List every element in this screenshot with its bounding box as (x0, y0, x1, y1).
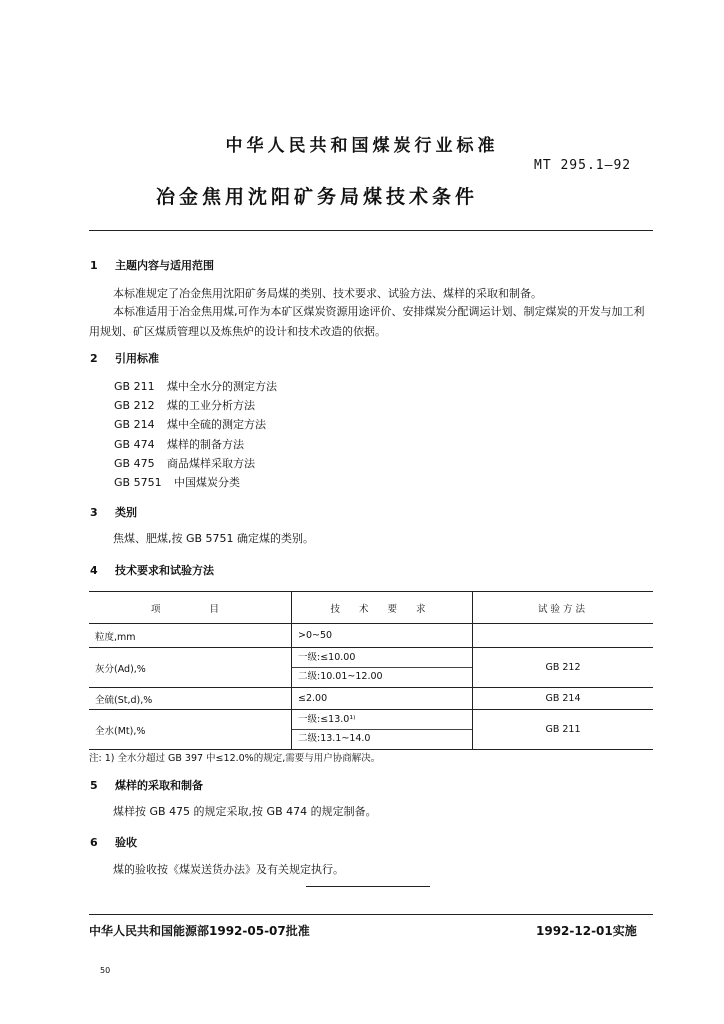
section-number: 1 (90, 259, 98, 272)
technical-requirements-table (89, 591, 653, 750)
reference-code: GB 474 (114, 437, 155, 451)
section-3-paragraph (89, 529, 653, 549)
section-1-paragraph-2 (89, 302, 653, 342)
section-title: 煤样的采取和制备 (115, 779, 203, 792)
reference-code: GB 211 (114, 380, 155, 393)
reference-title: 煤中全硫的测定方法 (167, 418, 266, 432)
section-1-heading (90, 257, 214, 273)
row-test-method: GB 211 (473, 710, 654, 750)
reference-title: 煤样的制备方法 (167, 437, 244, 451)
section-5-heading (90, 777, 203, 793)
reference-item (114, 396, 277, 415)
reference-title: 中国煤炭分类 (174, 476, 240, 490)
section-number: 4 (90, 564, 98, 577)
table-row (89, 688, 653, 710)
row-item: 全硫(St,d),% (95, 694, 153, 706)
table-row (89, 624, 653, 648)
section-1-paragraph-1 (89, 284, 653, 304)
paragraph-text: 煤的验收按《煤炭送货办法》及有关规定执行。 (113, 863, 344, 876)
row-item: 粒度,mm (95, 631, 136, 643)
header-requirement: 技 术 要 求 (292, 592, 473, 624)
top-rule (89, 230, 653, 231)
standard-category-title: 中华人民共和国煤炭行业标准 (225, 136, 499, 156)
section-title: 验收 (115, 836, 137, 849)
reference-item (114, 473, 277, 492)
section-title: 引用标准 (115, 352, 159, 365)
section-number: 2 (90, 352, 98, 365)
row-test-method (473, 624, 654, 648)
reference-title: 煤的工业分析方法 (167, 399, 255, 413)
table-header-row (89, 592, 653, 624)
header-item: 项 目 (150, 603, 229, 615)
approval-statement: 中华人民共和国能源部1992-05-07批准 (89, 924, 310, 938)
standard-number: MT 295.1—92 (534, 158, 632, 173)
section-number: 5 (90, 779, 98, 792)
bottom-rule (89, 914, 653, 915)
reference-code: GB 212 (114, 399, 155, 413)
paragraph-text: 本标准适用于冶金焦用煤,可作为本矿区煤炭资源用途评价、安排煤炭分配调运计划、制定煤炭的开发与加工利用规划、矿区煤质管理以及炼焦炉的设计和技术改造的依据。 (89, 305, 645, 338)
reference-code: GB 475 (114, 456, 155, 470)
document-title: 冶金焦用沈阳矿务局煤技术条件 (155, 186, 478, 208)
reference-item (114, 454, 277, 473)
row-requirement: ≤2.00 (292, 688, 473, 710)
end-rule (306, 886, 430, 887)
section-6-heading (90, 834, 137, 850)
row-test-method: GB 214 (473, 688, 654, 710)
requirement-grade-1: 一级:≤10.00 (292, 649, 472, 668)
section-title: 类别 (115, 506, 137, 519)
requirement-grade-2: 二级:13.1~14.0 (298, 733, 371, 744)
reference-item (114, 435, 277, 454)
section-5-paragraph (89, 802, 653, 822)
row-item: 灰分(Ad),% (95, 663, 146, 675)
requirement-grade-1: 一级:≤13.0¹⁾ (292, 711, 472, 730)
section-6-paragraph (89, 860, 653, 880)
implementation-date: 1992-12-01实施 (536, 924, 637, 938)
table-row (89, 648, 653, 688)
reference-list (114, 377, 277, 492)
section-4-heading (90, 562, 214, 578)
paragraph-text: 焦煤、肥煤,按 GB 5751 确定煤的类别。 (113, 532, 315, 545)
table-footnote: 注: 1) 全水分超过 GB 397 中≤12.0%的规定,需要与用户协商解决。 (89, 753, 381, 764)
reference-code: GB 214 (114, 418, 155, 432)
section-title: 技术要求和试验方法 (115, 564, 214, 577)
table-row (89, 710, 653, 750)
row-requirement: >0~50 (292, 624, 473, 648)
header-test-method: 试验方法 (473, 592, 654, 624)
section-number: 6 (90, 836, 98, 849)
requirement-grade-2: 二级:10.01~12.00 (298, 671, 383, 682)
section-3-heading (90, 504, 137, 520)
section-2-heading (90, 350, 159, 366)
reference-code: GB 5751 (114, 476, 162, 490)
section-number: 3 (90, 506, 98, 519)
reference-title: 商品煤样采取方法 (167, 456, 255, 470)
paragraph-text: 本标准规定了冶金焦用沈阳矿务局煤的类别、技术要求、试验方法、煤样的采取和制备。 (113, 287, 542, 300)
paragraph-text: 煤样按 GB 475 的规定采取,按 GB 474 的规定制备。 (113, 805, 377, 818)
reference-title: 煤中全水分的测定方法 (167, 380, 277, 393)
row-requirement (292, 648, 473, 688)
row-requirement (292, 710, 473, 750)
reference-item (114, 377, 277, 396)
row-item: 全水(Mt),% (95, 725, 146, 737)
row-test-method: GB 212 (473, 648, 654, 688)
page-number: 50 (100, 966, 111, 975)
section-title: 主题内容与适用范围 (115, 259, 214, 272)
reference-item (114, 415, 277, 434)
